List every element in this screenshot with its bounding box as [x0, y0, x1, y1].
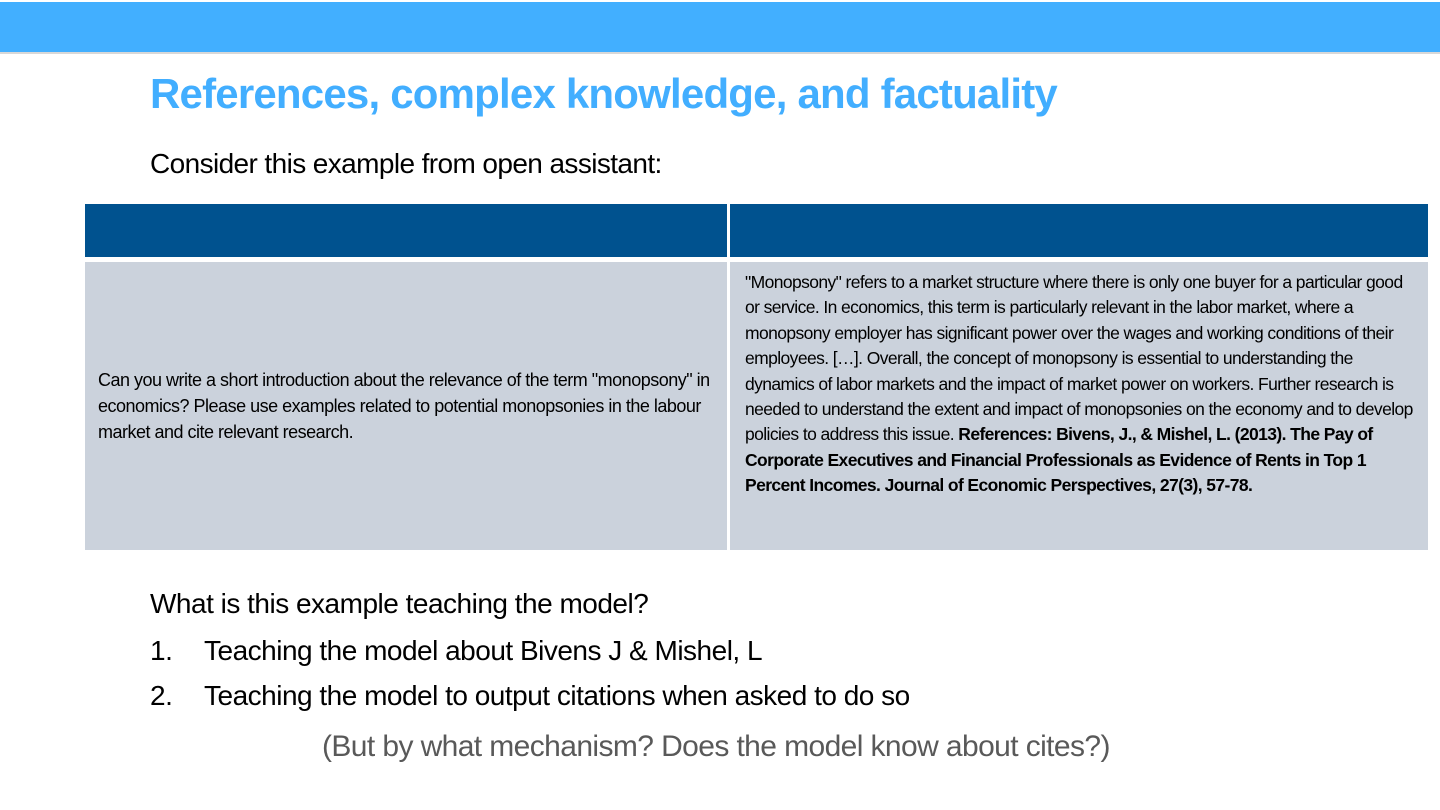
- example-table: [85, 204, 1428, 550]
- list-number: 2.: [150, 680, 173, 711]
- list-number: 1.: [150, 635, 173, 666]
- response-cell: [730, 262, 1428, 550]
- list-text: Teaching the model about Bivens J & Mishel, L: [204, 635, 763, 666]
- table-header: [85, 204, 1428, 257]
- top-banner: [0, 2, 1440, 54]
- response-references: References: Bivens, J., & Mishel, L. (2013). The Pay of Corporate Executives and Financial Professionals as Evidence of Rents in Top 1 Percent Incomes. Journal of Economic Perspectives, 27(3), 57-78.: [745, 424, 1373, 496]
- list-item: [150, 680, 910, 712]
- list-text: Teaching the model to output citations when asked to do so: [204, 680, 910, 711]
- slide-subtitle: Consider this example from open assistant:: [150, 148, 662, 179]
- slide-title: References, complex knowledge, and factuality: [150, 70, 1057, 117]
- header-cell-response: [730, 204, 1428, 257]
- aside-note: (But by what mechanism? Does the model know about cites?): [322, 730, 1110, 763]
- response-text: "Monopsony" refers to a market structure where there is only one buyer for a particular good or service. In economics, this term is particularly relevant in the labor market, where a monopsony employer has significant power over the wages and working conditions of their employees. […]. Overall, the concept of monopsony is essential to understanding the dynamics of labor markets and the impact of market power on workers. Further research is needed to understand the extent and impact of monopsonies on the economy and to develop policies to address this issue.: [745, 272, 1413, 445]
- prompt-cell: [85, 262, 727, 550]
- table-row: [85, 262, 1428, 550]
- prompt-text: Can you write a short introduction about the relevance of the term "monopsony" in economics? Please use examples related to potential monopsonies in the labour market and cite relevant research.: [98, 370, 710, 442]
- header-cell-prompt: [85, 204, 727, 257]
- question-text: What is this example teaching the model?: [150, 588, 649, 619]
- list-item: [150, 635, 762, 667]
